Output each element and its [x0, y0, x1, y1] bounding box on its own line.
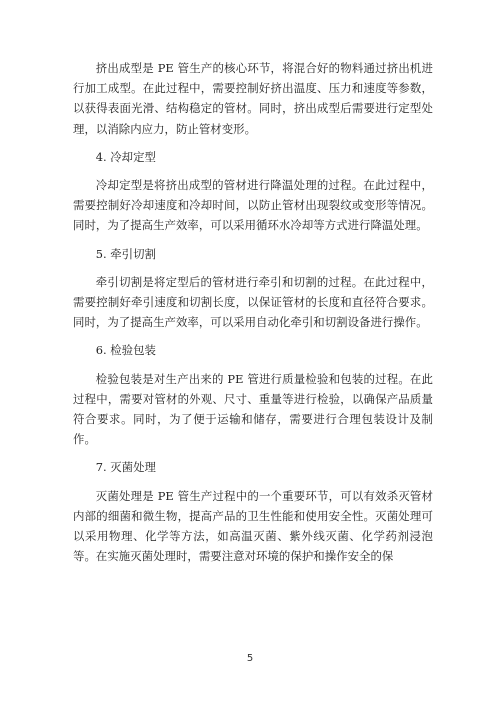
section-heading-cooling: 4. 冷却定型: [95, 149, 156, 164]
document-body: [73, 58, 433, 574]
section-heading-sterilization: 7. 灭菌处理: [95, 460, 156, 475]
section-heading-inspection: 6. 检验包装: [95, 343, 156, 358]
page-number: 5: [246, 653, 254, 664]
paragraph-cutting: 牵引切割是将定型后的管材进行牵引和切割的过程。在此过程中，需要控制好牵引速度和切割长度，以保证管材的长度和直径符合要求。同时，为了提高生产效率，可以采用自动化牵引和切割设备进行操作。: [73, 274, 433, 330]
paragraph-cooling: 冷却定型是将挤出成型的管材进行降温处理的过程。在此过程中，需要控制好冷却速度和冷却时间，以防止管材出现裂纹或变形等情况。同时，为了提高生产效率，可以采用循环水冷却等方式进行降温处理。: [73, 178, 433, 233]
section-heading-cutting: 5. 牵引切割: [95, 246, 156, 261]
paragraph-inspection: 检验包装是对生产出来的 PE 管进行质量检验和包装的过程。在此过程中，需要对管材的外观、尺寸、重量等进行检验，以确保产品质量符合要求。同时，为了便于运输和储存，需要进行合理包装设计及制作。: [73, 371, 433, 447]
paragraph-extrusion: 挤出成型是 PE 管生产的核心环节，将混合好的物料通过挤出机进行加工成型。在此过程中，需要控制好挤出温度、压力和速度等参数，以获得表面光滑、结构稳定的管材。同时，挤出成型后需要进行定型处理，以消除内应力，防止管材变形。: [73, 61, 433, 136]
paragraph-sterilization: 灭菌处理是 PE 管生产过程中的一个重要环节，可以有效杀灭管材内部的细菌和微生物，提高产品的卫生性能和使用安全性。灭菌处理可以采用物理、化学等方法，如高温灭菌、紫外线灭菌、化学药剂浸泡等。在实施灭菌处理时，需要注意对环境的保护和操作安全的保: [73, 488, 433, 564]
